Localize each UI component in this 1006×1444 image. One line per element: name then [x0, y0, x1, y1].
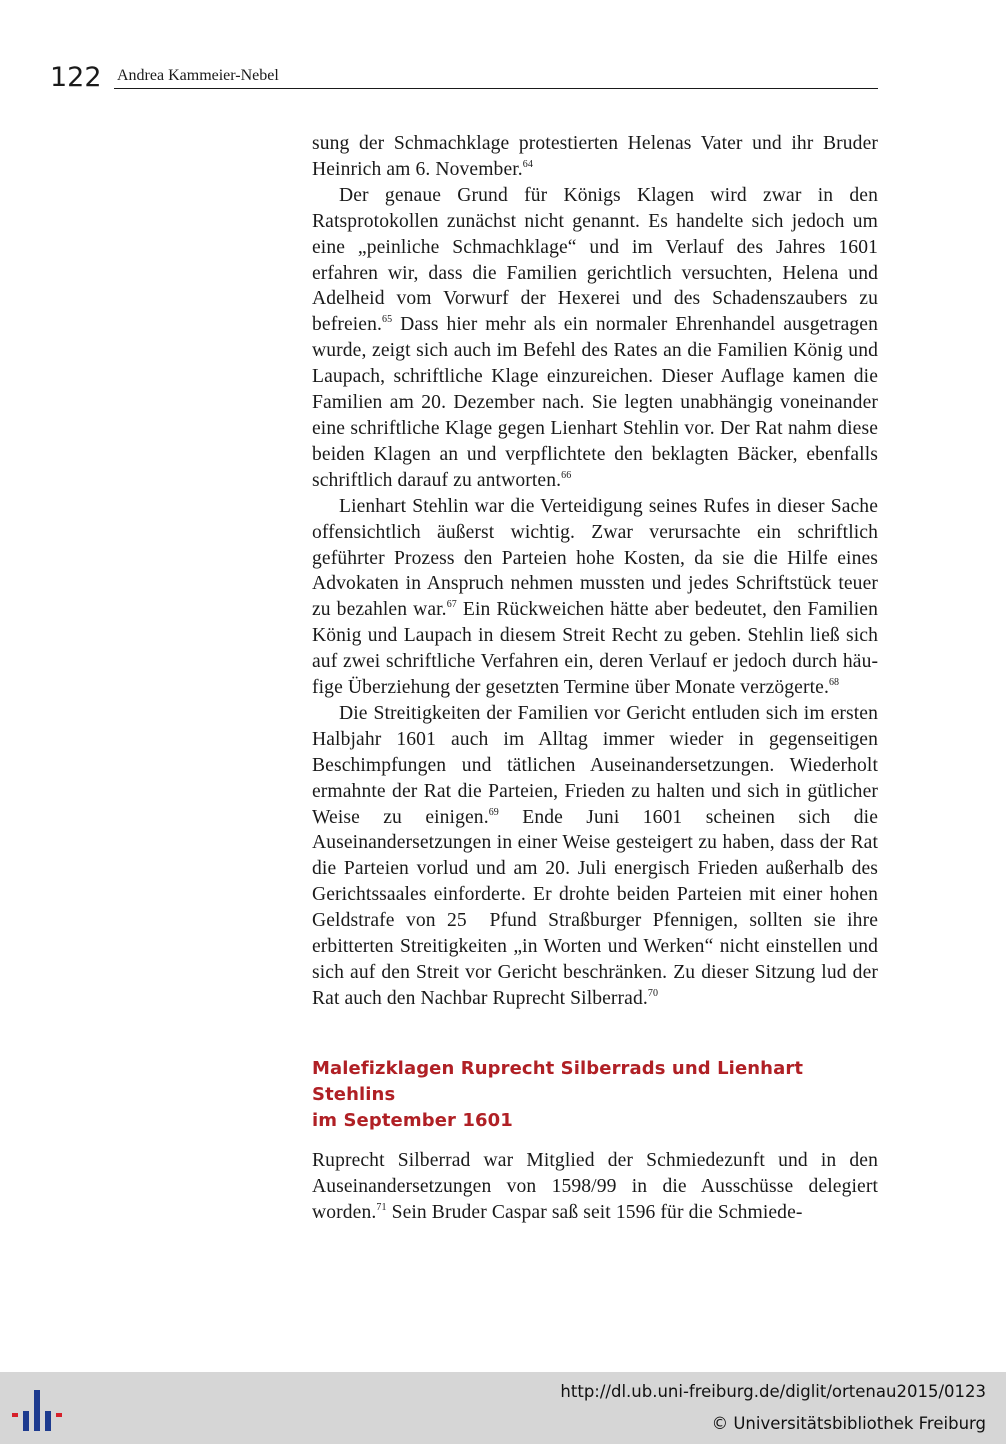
footer-url-link[interactable]: http://dl.ub.uni-freiburg.de/diglit/ortenau2015/0123 [560, 1382, 986, 1401]
header-rule [114, 88, 878, 89]
paragraph-text: Die Streitigkeiten der Familien vor Gericht entluden sich im ersten Halbjahr 1601 auch im Alltag immer wieder in gegenseitigen Beschimpfungen und tätlichen Auseinandersetzungen. Wiederholt ermahnte der Rat die Parteien, Frieden zu halten und sich in gütlicher Weise zu einigen. [312, 702, 878, 828]
paragraph-text: Ruprecht Silberrad war Mitglied der Schmiedezunft und in den Auseinandersetzungen von 1598/99 in die Ausschüsse delegiert worden. [312, 1149, 878, 1223]
footnote-ref: 67 [446, 599, 457, 611]
footnote-ref: 71 [376, 1201, 387, 1213]
paragraph-text: Ende Juni 1601 scheinen sich die Auseinandersetzungen in einer Weise gesteigert zu haben, dass der Rat die Parteien vorlud und am 20. Juli energisch Frieden außerhalb des Gerichtssaales einforderte. Er drohte beiden Parteien mit einer hohen Geldstrafe von 25 Pfund Straßburger Pfennigen, sollten sie ihre erbitterten Streitigkeiten „in Worten und Werken“ nicht einstellen und sich auf den Streit vor Gericht beschränken. Zu dieser Sitzung lud der Rat auch den Nachbar Ruprecht Silberrad. [312, 806, 878, 1009]
paragraph-1 [312, 131, 878, 183]
paragraph-text: Lienhart Stehlin war die Verteidigung seines Rufes in dieser Sache offensichtlich äußerst wichtig. Zwar verursachte ein schriftlich geführter Prozess den Parteien hohe Kosten, da sie die Hilfe eines Advokaten in Anspruch nehmen mussten und jedes Schriftstück teuer zu bezahlen war. [312, 495, 878, 621]
section-heading-line-2: im September 1601 [312, 1109, 513, 1131]
text-column [312, 131, 878, 1226]
ub-freiburg-logo-icon [12, 1384, 66, 1432]
footnote-ref: 69 [488, 806, 499, 818]
footer-copyright: © Universitätsbibliothek Freiburg [711, 1414, 986, 1433]
footnote-ref: 70 [647, 987, 659, 999]
footer-bar [0, 1372, 1006, 1444]
section-heading [312, 1056, 878, 1134]
paragraph-text: Dass hier mehr als ein normaler Ehrenhandel ausgetragen wurde, zeigt sich auch im Befehl des Rates an die Familien König und Laupach, schriftliche Klage einzureichen. Dieser Auflage kamen die Familien am 20. Dezember nach. Sie legten unabhängig voneinander eine schriftliche Klage gegen Lienhart Stehlin vor. Der Rat nahm diese beiden Klagen an und verpflichtete den beklagten Bäcker, ebenfalls schriftlich darauf zu antworten. [312, 314, 878, 491]
paragraph-4 [312, 701, 878, 1012]
section-heading-line-1: Malefizklagen Ruprecht Silberrads und Lienhart Stehlins [312, 1057, 804, 1105]
paragraph-5 [312, 1148, 878, 1226]
paragraph-2 [312, 183, 878, 494]
paragraph-3 [312, 494, 878, 701]
paragraph-text: Ein Rückweichen hätte aber bedeutet, den Familien König und Laupach in diesem Streit Recht zu geben. Stehlin ließ sich auf zwei schriftliche Verfahren ein, deren Verlauf er jedoch durch häufige Überziehung der gesetzten Termine über Monate verzögerte. [312, 599, 878, 699]
footnote-ref: 66 [561, 469, 572, 481]
paragraph-text: Sein Bruder Caspar saß seit 1596 für die Schmiede- [386, 1201, 803, 1223]
footnote-ref: 64 [522, 158, 533, 170]
running-head-author: Andrea Kammeier-Nebel [117, 67, 279, 84]
footnote-ref: 65 [381, 314, 393, 326]
footnote-ref: 68 [828, 677, 840, 689]
paragraph-text: Der genaue Grund für Königs Klagen wird zwar in den Ratsprotokollen zunächst nicht genannt. Es handelte sich jedoch um eine „peinliche Schmachklage“ und im Verlauf des Jahres 1601 erfahren wir, dass die Familien gerichtlich versuchten, Helena und Adelheid vom Vorwurf der Hexerei und des Schadenszaubers zu befreien. [312, 184, 878, 336]
page-number: 122 [50, 62, 102, 93]
paragraph-text: sung der Schmachklage protestierten Helenas Vater und ihr Bruder Heinrich am 6. November. [312, 133, 878, 180]
